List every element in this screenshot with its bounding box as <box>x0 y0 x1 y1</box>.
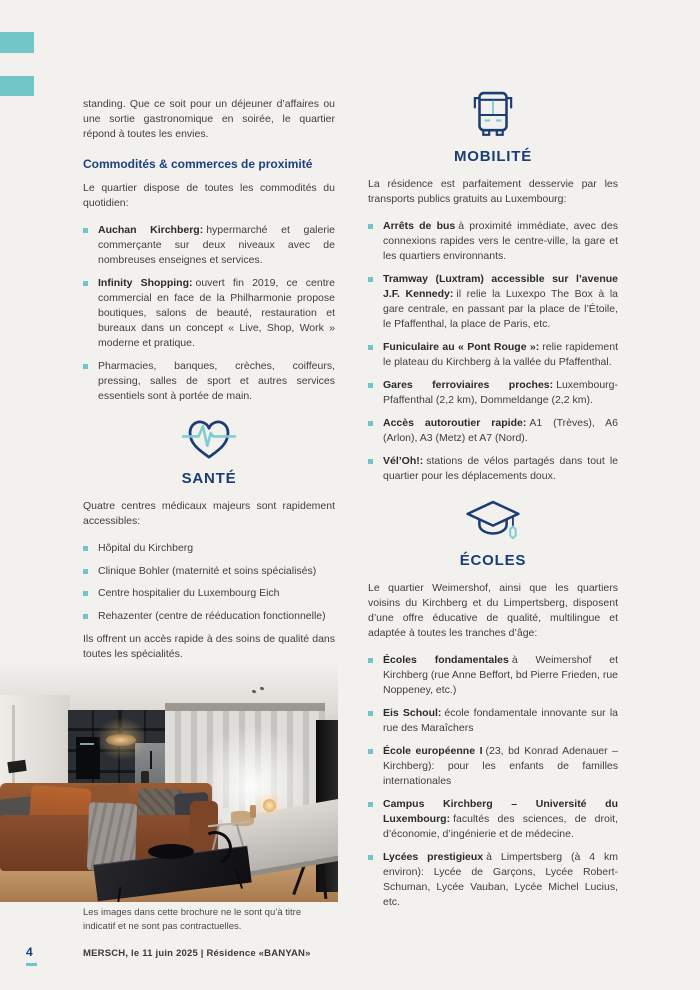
commodites-list <box>83 223 335 404</box>
list-item: Clinique Bohler (maternité et soins spécialisés) <box>83 564 335 579</box>
ecoles-lead: Le quartier Weimershof, ainsi que les quartiers voisins du Kirchberg et du Limpertsberg, disposent d’une offre éducative de qualité, multilingue et adaptée à toutes les tranches d’âge: <box>368 582 618 639</box>
list-item: École européenne I (23, bd Konrad Adenauer – Kirchberg): pour les enfants de familles internationales <box>368 744 618 789</box>
mobilite-heading: MOBILITÉ <box>453 148 533 165</box>
schools-icon-wrap <box>368 498 618 546</box>
ecoles-list <box>368 653 618 910</box>
sante-outro: Ils offrent un accès rapide à des soins de qualité dans toutes les spécialités. <box>83 632 335 660</box>
photo-table-lamp <box>263 799 276 812</box>
photo-caption: Les images dans cette brochure ne le sont qu’à titre indicatif et ne sont pas contractuelles. <box>83 907 302 932</box>
right-column <box>368 88 618 918</box>
photo-faucet <box>150 751 152 769</box>
graduation-cap-icon <box>464 498 522 546</box>
interior-photo <box>0 665 338 902</box>
page-number-underline <box>26 963 37 966</box>
teal-corner-bar-bottom <box>0 76 34 96</box>
list-item: Auchan Kirchberg: hypermarché et galerie commerçante sur deux niveaux avec de nombreuses enseignes et services. <box>83 223 335 268</box>
commodites-lead: Le quartier dispose de toutes les commodités du quotidien: <box>83 182 335 209</box>
list-item: Pharmacies, banques, crèches, coiffeurs, pressing, salles de sport et autres services essentiels sont à portée de main. <box>83 359 335 404</box>
list-item: Gares ferroviaires proches: Luxembourg-Pfaffenthal (2,2 km), Dommeldange (2,2 km). <box>368 378 618 408</box>
photo-bottle <box>250 805 256 818</box>
list-item: Eis Schoul: école fondamentale innovante sur la rue des Maraîchers <box>368 706 618 736</box>
list-item: Infinity Shopping: ouvert fin 2019, ce centre commercial en face de la Philharmonie propose boutiques, salons de beauté, restauration et bureaux dans un concept « Live, Shop, Work » moderne et pratique. <box>83 276 335 351</box>
sante-list <box>83 541 335 624</box>
list-item: Funiculaire au « Pont Rouge »: relie rapidement le plateau du Kirchberg à la vallée du Pfaffenthal. <box>368 340 618 370</box>
bus-icon <box>466 88 520 142</box>
sante-lead: Quatre centres médicaux majeurs sont rapidement accessibles: <box>83 500 335 527</box>
list-item: Arrêts de bus à proximité immédiate, avec des connexions rapides vers le centre-ville, la gare et les quartiers environnants. <box>368 219 618 264</box>
mobilite-lead: La résidence est parfaitement desservie par les transports publics gratuits au Luxembourg: <box>368 178 618 205</box>
mobility-icon-wrap <box>368 88 618 142</box>
teal-corner-bar-top <box>0 32 34 53</box>
heart-pulse-icon <box>181 414 237 464</box>
photo-curtain-rail <box>165 703 325 711</box>
list-item: Tramway (Luxtram) accessible sur l’avenue J.F. Kennedy: il relie la Luxexpo The Box à la gare centrale, en passant par la place de l’Étoile, le Pfaffenthal, la place de Paris, etc. <box>368 272 618 332</box>
list-item: Écoles fondamentales à Weimershof et Kirchberg (rue Anne Beffort, bd Pierre Frieden, rue Noppeney, etc.) <box>368 653 618 698</box>
list-item: Hôpital du Kirchberg <box>83 541 335 556</box>
list-item: Centre hospitalier du Luxembourg Eich <box>83 586 335 601</box>
footer-text: MERSCH, le 11 juin 2025 | Résidence «BANYAN» <box>83 948 311 959</box>
list-item: Campus Kirchberg – Université du Luxembourg: facultés des sciences, de droit, d’économie, d’ingénierie et de médecine. <box>368 797 618 842</box>
list-item: Lycées prestigieux à Limpertsberg (à 4 km environ): Lycée de Garçons, Lycée Robert-Schuman, Lycée Vauban, Lycée Michel Lucius, etc. <box>368 850 618 910</box>
sante-heading: SANTÉ <box>181 470 237 487</box>
list-item: Vél’Oh!: stations de vélos partagés dans tout le quartier pour les déplacements doux. <box>368 454 618 484</box>
ecoles-heading: ÉCOLES <box>459 552 527 569</box>
photo-pendant-lamp <box>106 734 136 746</box>
commodites-heading: Commodités & commerces de proximité <box>83 157 313 171</box>
intro-paragraph: standing. Que ce soit pour un déjeuner d’affaires ou une sortie gastronomique en soirée, le quartier répond à toutes les envies. <box>83 98 335 140</box>
page-number: 4 <box>26 945 33 959</box>
list-item: Rehazenter (centre de rééducation fonctionnelle) <box>83 609 335 624</box>
health-icon-wrap <box>83 414 335 464</box>
photo-black-bowl <box>148 844 194 859</box>
mobilite-list <box>368 219 618 484</box>
list-item: Accès autoroutier rapide: A1 (Trèves), A6 (Arlon), A3 (Metz) et A7 (Nord). <box>368 416 618 446</box>
left-column <box>83 97 335 674</box>
photo-white-vase <box>222 808 231 823</box>
